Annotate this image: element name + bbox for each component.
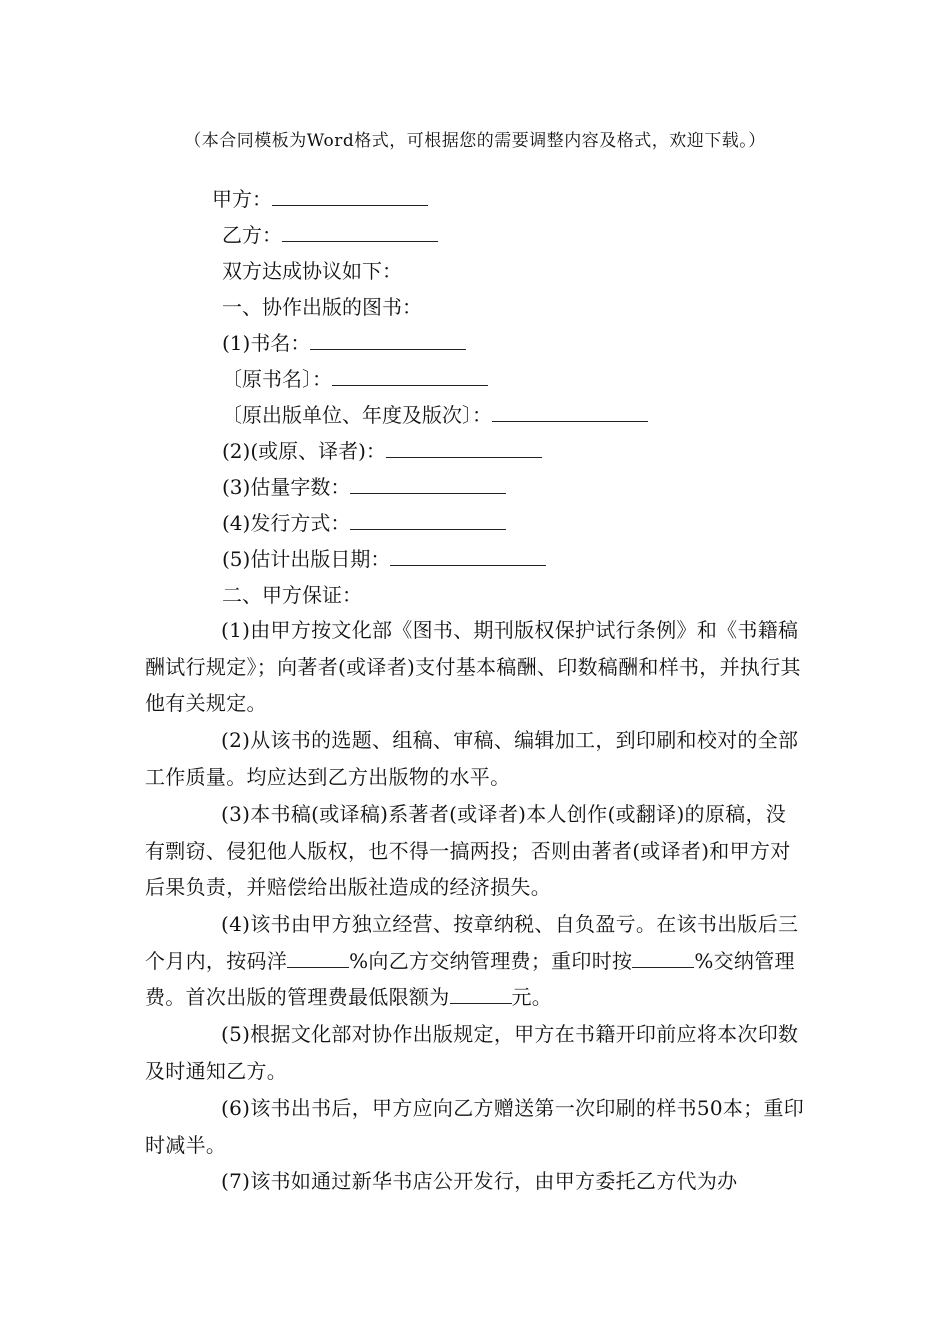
book-name-blank[interactable] bbox=[310, 331, 466, 350]
header-notice: （本合同模板为Word格式，可根据您的需要调整内容及格式，欢迎下载。） bbox=[184, 131, 766, 151]
book-name-label: (1)书名： bbox=[222, 331, 311, 355]
distribution-blank[interactable] bbox=[350, 511, 506, 530]
book-name-line bbox=[222, 329, 466, 357]
clause-2: (2)从该书的选题、组稿、审稿、编辑加工，到印刷和校对的全部工作质量。均应达到乙方出版物的水平。 bbox=[145, 728, 799, 789]
distribution-line bbox=[222, 509, 506, 537]
author-label: (2)(或原、译者)： bbox=[222, 439, 386, 463]
party-b-label: 乙方： bbox=[222, 223, 282, 247]
clause-1: (1)由甲方按文化部《图书、期刊版权保护试行条例》和《书籍稿酬试行规定》；向著者(或译者)支付基本稿酬、印数稿酬和样书，并执行其他有关规定。 bbox=[145, 618, 801, 715]
reprint-fee-rate-blank[interactable] bbox=[632, 949, 694, 968]
clause-3: (3)本书稿(或译稿)系著者(或译者)本人创作(或翻译)的原稿，没有剽窃、侵犯他人版权，也不得一搞两投；否则由著者(或译者)和甲方对后果负责，并赔偿给出版社造成的经济损失。 bbox=[145, 802, 791, 899]
word-count-blank[interactable] bbox=[350, 475, 506, 494]
clause-4-text-d: 元。 bbox=[511, 985, 553, 1009]
section2-title: 二、甲方保证： bbox=[222, 583, 362, 607]
original-name-blank[interactable] bbox=[332, 367, 488, 386]
word-count-label: (3)估量字数： bbox=[222, 475, 351, 499]
original-name-line bbox=[222, 365, 488, 393]
original-publisher-line bbox=[222, 401, 648, 429]
publish-date-label: (5)估计出版日期： bbox=[222, 547, 391, 571]
section1-title: 一、协作出版的图书： bbox=[222, 295, 422, 319]
original-name-label: 〔原书名〕： bbox=[222, 367, 332, 391]
original-publisher-blank[interactable] bbox=[492, 403, 648, 422]
clause-4-text-b: %向乙方交纳管理费；重印时按 bbox=[349, 948, 633, 973]
original-publisher-label: 〔原出版单位、年度及版次〕： bbox=[222, 403, 492, 427]
clause-5: (5)根据文化部对协作出版规定，甲方在书籍开印前应将本次印数及时通知乙方。 bbox=[145, 1022, 799, 1083]
distribution-label: (4)发行方式： bbox=[222, 511, 351, 535]
clause-4-text-c: %交纳管理费。首次出版的管理费最低限额为 bbox=[145, 948, 795, 1009]
clause-4 bbox=[145, 906, 805, 1016]
minimum-fee-blank[interactable] bbox=[450, 985, 512, 1004]
party-a-line bbox=[212, 185, 428, 213]
publish-date-blank[interactable] bbox=[390, 547, 546, 566]
publish-date-line bbox=[222, 545, 546, 573]
word-count-line bbox=[222, 473, 506, 501]
clause-7: (7)该书如通过新华书店公开发行，由甲方委托乙方代为办 bbox=[221, 1169, 738, 1193]
party-b-blank[interactable] bbox=[282, 223, 438, 242]
clause-4-text-a: (4)该书由甲方独立经营、按章纳税、自负盈亏。在该书出版后三个月内，按码洋 bbox=[145, 912, 799, 973]
party-a-blank[interactable] bbox=[272, 187, 428, 206]
party-a-label: 甲方： bbox=[212, 187, 272, 211]
agreement-intro: 双方达成协议如下： bbox=[222, 259, 402, 283]
author-blank[interactable] bbox=[386, 439, 542, 458]
party-b-line bbox=[222, 221, 438, 249]
management-fee-rate-blank[interactable] bbox=[287, 949, 349, 968]
author-line bbox=[222, 437, 542, 465]
clause-6: (6)该书出书后，甲方应向乙方赠送第一次印刷的样书50本；重印时减半。 bbox=[145, 1096, 805, 1157]
